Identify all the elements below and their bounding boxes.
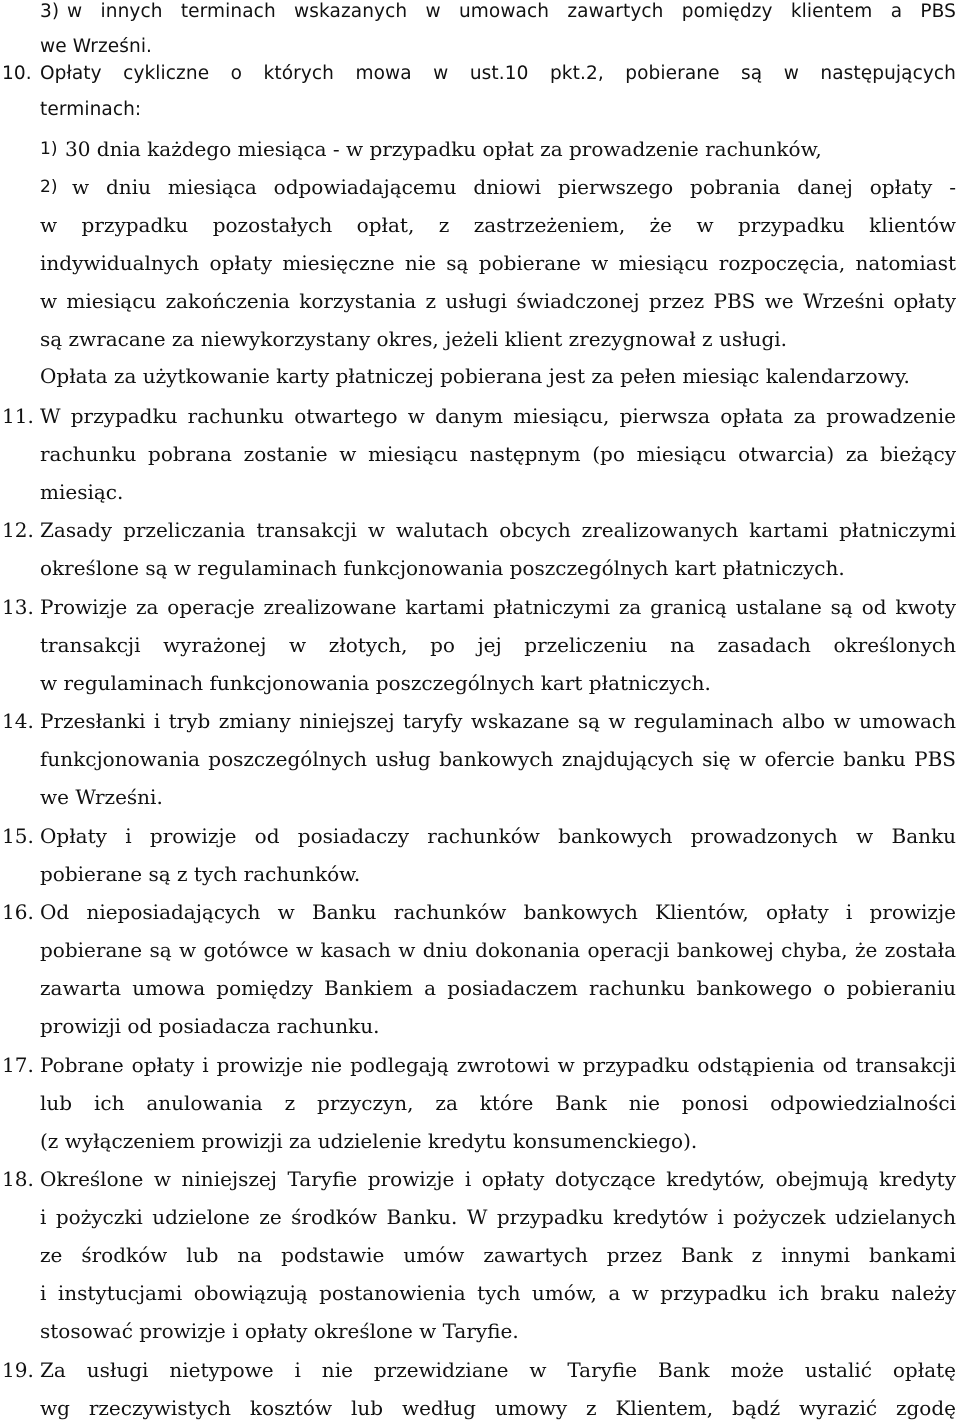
text-line: Pobrane opłaty i prowizje nie podlegają zwrotowi w przypadku odstąpienia od transakcji: [40, 1053, 956, 1077]
text-line: w regulaminach funkcjonowania poszczególnych kart płatniczych.: [40, 671, 711, 695]
text-line: W przypadku rachunku otwartego w danym miesiącu, pierwsza opłata za prowadzenie: [40, 404, 956, 428]
text-line: Za usługi nietypowe i nie przewidziane w Taryfie Bank może ustalić opłatę: [40, 1358, 956, 1382]
list-marker: 1): [40, 139, 58, 159]
text-line: określone są w regulaminach funkcjonowania poszczególnych kart płatniczych.: [40, 556, 845, 580]
text-line: pobierane są w gotówce w kasach w dniu dokonania operacji bankowej chyba, że została: [40, 938, 956, 962]
list-marker: 15.: [2, 824, 34, 848]
text-line: we Wrześni.: [40, 785, 163, 809]
list-marker: 16.: [2, 900, 34, 924]
text-line: są zwracane za niewykorzystany okres, jeżeli klient zrezygnował z usługi.: [40, 327, 788, 351]
text-line: Opłata za użytkowanie karty płatniczej pobierana jest za pełen miesiąc kalendarzowy.: [40, 364, 910, 388]
text-line: i pożyczki udzielone ze środków Banku. W przypadku kredytów i pożyczek udzielanych: [40, 1205, 956, 1229]
text-line: (z wyłączeniem prowizji za udzielenie kredytu konsumenckiego).: [40, 1129, 698, 1153]
list-marker: 10.: [2, 63, 32, 84]
text-line: lub ich anulowania z przyczyn, za które Bank nie ponosi odpowiedzialności: [40, 1091, 956, 1115]
text-line: zawarta umowa pomiędzy Bankiem a posiadaczem rachunku bankowego o pobieraniu: [40, 976, 956, 1000]
list-marker: 12.: [2, 518, 34, 542]
list-marker: 11.: [2, 404, 34, 428]
text-line: Od nieposiadających w Banku rachunków bankowych Klientów, opłaty i prowizje: [40, 900, 956, 924]
list-marker: 18.: [2, 1167, 34, 1191]
text-line: miesiąc.: [40, 480, 124, 504]
text-line: 30 dnia każdego miesiąca - w przypadku opłat za prowadzenie rachunków,: [65, 137, 822, 161]
list-marker: 14.: [2, 709, 34, 733]
text-line: funkcjonowania poszczególnych usług bankowych znajdujących się w ofercie banku PBS: [40, 747, 956, 771]
list-marker: 2): [40, 177, 58, 197]
text-line: prowizji od posiadacza rachunku.: [40, 1014, 380, 1038]
text-line: indywidualnych opłaty miesięczne nie są pobierane w miesiącu rozpoczęcia, natomiast: [40, 251, 956, 275]
text-line: we Wrześni.: [40, 36, 153, 57]
text-line: w przypadku pozostałych opłat, z zastrzeżeniem, że w przypadku klientów: [40, 213, 956, 237]
text-line: Opłaty i prowizje od posiadaczy rachunków bankowych prowadzonych w Banku: [40, 824, 956, 848]
text-line: transakcji wyrażonej w złotych, po jej przeliczeniu na zasadach określonych: [40, 633, 956, 657]
text-line: Opłaty cykliczne o których mowa w ust.10 pkt.2, pobierane są w następujących: [40, 63, 956, 84]
text-line: wg rzeczywistych kosztów lub według umowy z Klientem, bądź wyrazić zgodę: [40, 1396, 956, 1420]
list-marker: 13.: [2, 595, 34, 619]
list-marker: 3): [40, 1, 60, 22]
text-line: pobierane są z tych rachunków.: [40, 862, 361, 886]
text-line: Prowizje za operacje zrealizowane kartami płatniczymi za granicą ustalane są od kwoty: [40, 595, 956, 619]
list-marker: 17.: [2, 1053, 34, 1077]
text-line: stosować prowizje i opłaty określone w Taryfie.: [40, 1319, 519, 1343]
text-line: w dniu miesiąca odpowiadającemu dniowi pierwszego pobrania danej opłaty -: [72, 175, 956, 199]
text-line: Zasady przeliczania transakcji w walutach obcych zrealizowanych kartami płatniczymi: [40, 518, 956, 542]
text-line: w innych terminach wskazanych w umowach zawartych pomiędzy klientem a PBS: [67, 1, 956, 22]
list-marker: 19.: [2, 1358, 34, 1382]
text-line: Przesłanki i tryb zmiany niniejszej taryfy wskazane są w regulaminach albo w umowach: [40, 709, 956, 733]
text-line: ze środków lub na podstawie umów zawartych przez Bank z innymi bankami: [40, 1243, 956, 1267]
text-line: rachunku pobrana zostanie w miesiącu następnym (po miesiącu otwarcia) za bieżący: [40, 442, 956, 466]
text-line: w miesiącu zakończenia korzystania z usługi świadczonej przez PBS we Wrześni opłaty: [40, 289, 956, 313]
text-line: Określone w niniejszej Taryfie prowizje i opłaty dotyczące kredytów, obejmują kredyty: [40, 1167, 956, 1191]
text-line: terminach:: [40, 99, 142, 120]
text-line: i instytucjami obowiązują postanowienia tych umów, a w przypadku ich braku należy: [40, 1281, 956, 1305]
